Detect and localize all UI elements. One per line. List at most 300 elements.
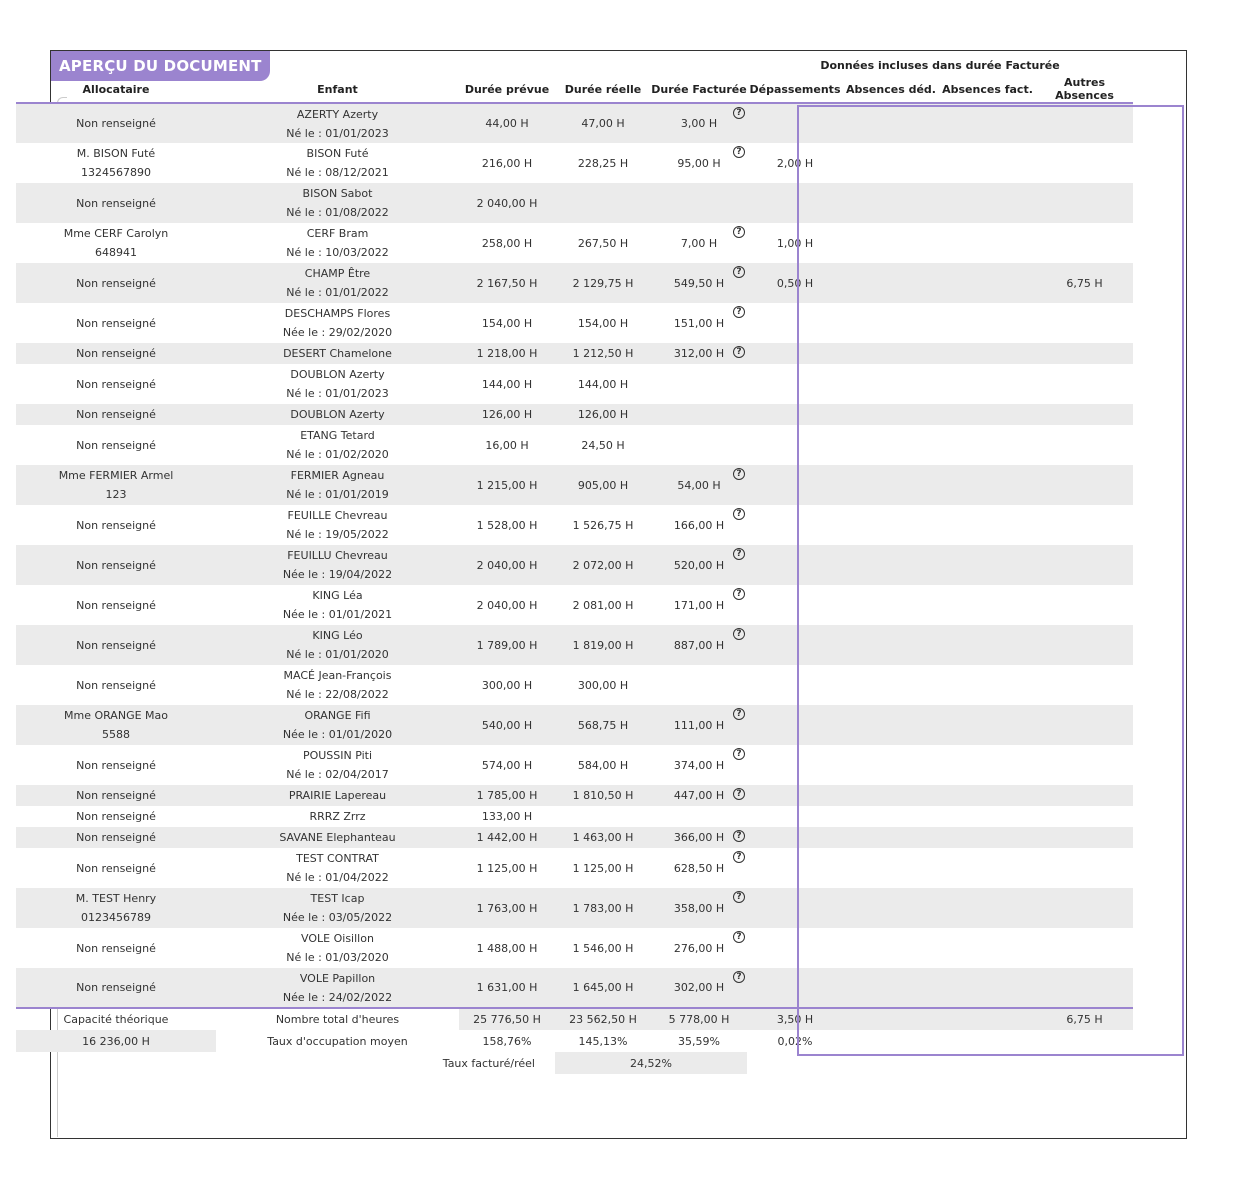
table-row	[16, 183, 1133, 223]
depassements-value: 0,50 H	[776, 276, 814, 290]
help-icon[interactable]: ?	[733, 146, 745, 158]
duree-facturee-value: 887,00 H	[673, 638, 725, 652]
duree-prevue-cell	[459, 103, 555, 143]
table-row	[16, 364, 1133, 404]
duree-prevue-cell	[459, 143, 555, 183]
enfant-birthdate: Né le : 01/01/2023	[286, 387, 389, 400]
enfant-name: DESCHAMPS Flores	[284, 307, 391, 320]
help-icon[interactable]: ?	[733, 107, 745, 119]
allocataire-cell	[16, 745, 216, 785]
enfant-cell	[216, 888, 459, 928]
duree-reelle-cell	[555, 425, 651, 465]
depassements-cell	[747, 745, 843, 785]
enfant-cell	[216, 968, 459, 1008]
absences-fact-cell	[939, 745, 1036, 785]
allocataire-name: Non renseigné	[76, 438, 156, 452]
depassements-cell	[747, 465, 843, 505]
duree-facturee-cell	[651, 665, 747, 705]
duree-facturee-cell	[651, 745, 747, 785]
help-icon[interactable]: ?	[733, 891, 745, 903]
table-row	[16, 625, 1133, 665]
enfant-name: POUSSIN Piti	[302, 749, 373, 762]
allocataire-name: Non renseigné	[76, 316, 156, 330]
duree-reelle-value: 47,00 H	[581, 117, 625, 130]
duree-reelle-cell	[555, 364, 651, 404]
autres-absences-cell	[1036, 625, 1133, 665]
duree-prevue-cell	[459, 745, 555, 785]
duree-reelle-cell	[555, 103, 651, 143]
table-row	[16, 545, 1133, 585]
duree-facturee-value: 358,00 H	[673, 901, 725, 915]
enfant-cell	[216, 625, 459, 665]
duree-prevue-cell	[459, 806, 555, 827]
duree-reelle-cell	[555, 465, 651, 505]
help-icon[interactable]: ?	[733, 588, 745, 600]
occupation-prevue: 158,76%	[482, 1034, 532, 1048]
duree-facturee-cell	[651, 143, 747, 183]
autres-absences-cell	[1036, 183, 1133, 223]
table-row	[16, 425, 1133, 465]
duree-facturee-value: 374,00 H	[673, 758, 725, 772]
duree-prevue-value: 258,00 H	[481, 236, 533, 250]
duree-facturee-value: 171,00 H	[673, 598, 725, 612]
enfant-birthdate: Né le : 01/01/2023	[286, 126, 389, 140]
duree-facturee-cell	[651, 806, 747, 827]
absences-fact-cell	[939, 665, 1036, 705]
enfant-cell	[216, 848, 459, 888]
duree-prevue-cell	[459, 785, 555, 806]
capacity-label: Capacité théorique	[16, 1008, 216, 1030]
duree-facturee-value: 302,00 H	[673, 981, 725, 994]
duree-prevue-value: 2 167,50 H	[476, 276, 538, 290]
autres-absences-cell	[1036, 705, 1133, 745]
total-reelle: 23 562,50 H	[555, 1008, 651, 1030]
enfant-birthdate: Née le : 29/02/2020	[282, 326, 393, 339]
enfant-cell	[216, 928, 459, 968]
duree-reelle-value: 2 129,75 H	[572, 276, 634, 290]
duree-reelle-cell	[555, 343, 651, 364]
duree-facturee-cell	[651, 103, 747, 143]
duree-reelle-value: 228,25 H	[577, 156, 629, 170]
help-icon[interactable]: ?	[733, 468, 745, 480]
enfant-name: SAVANE Elephanteau	[279, 831, 396, 844]
enfant-name: CHAMP Être	[304, 267, 371, 280]
allocataire-name: Non renseigné	[76, 196, 156, 210]
duree-reelle-cell	[555, 968, 651, 1008]
depassements-cell	[747, 143, 843, 183]
help-icon[interactable]: ?	[733, 628, 745, 640]
duree-prevue-value: 1 763,00 H	[476, 901, 538, 915]
autres-absences-cell	[1036, 143, 1133, 183]
enfant-name: BISON Futé	[306, 147, 369, 160]
help-icon[interactable]: ?	[733, 266, 745, 278]
absences-ded-cell	[843, 223, 939, 263]
absences-fact-cell	[939, 303, 1036, 343]
duree-reelle-cell	[555, 545, 651, 585]
absences-ded-cell	[843, 143, 939, 183]
duree-facturee-value: 549,50 H	[673, 276, 725, 290]
depassements-cell	[747, 968, 843, 1008]
help-icon[interactable]: ?	[733, 851, 745, 863]
enfant-cell	[216, 183, 459, 223]
duree-facturee-value: 312,00 H	[673, 347, 725, 360]
table-row	[16, 785, 1133, 806]
duree-facturee-value: 276,00 H	[673, 941, 725, 955]
autres-absences-cell	[1036, 364, 1133, 404]
table-row	[16, 263, 1133, 303]
enfant-birthdate: Né le : 02/04/2017	[286, 768, 389, 781]
enfant-birthdate: Né le : 01/01/2022	[286, 286, 389, 299]
enfant-cell	[216, 465, 459, 505]
duree-prevue-cell	[459, 263, 555, 303]
duree-prevue-value: 144,00 H	[481, 377, 533, 391]
duree-reelle-value: 126,00 H	[577, 408, 629, 421]
allocataire-cell	[16, 665, 216, 705]
duree-prevue-value: 1 528,00 H	[476, 518, 538, 532]
total-prevue: 25 776,50 H	[459, 1008, 555, 1030]
duree-reelle-cell	[555, 827, 651, 848]
enfant-name: ETANG Tetard	[300, 429, 375, 442]
enfant-cell	[216, 303, 459, 343]
ratio-value: 24,52%	[555, 1052, 747, 1074]
allocataire-name: Non renseigné	[76, 941, 156, 955]
help-icon[interactable]: ?	[733, 788, 745, 800]
duree-prevue-cell	[459, 303, 555, 343]
duree-prevue-value: 2 040,00 H	[476, 598, 538, 612]
absences-fact-cell	[939, 183, 1036, 223]
autres-absences-cell	[1036, 263, 1133, 303]
autres-absences-cell	[1036, 103, 1133, 143]
autres-absences-cell	[1036, 404, 1133, 425]
duree-reelle-cell	[555, 143, 651, 183]
depassements-cell	[747, 425, 843, 465]
enfant-cell	[216, 585, 459, 625]
duree-prevue-cell	[459, 968, 555, 1008]
occupation-reelle: 145,13%	[578, 1034, 628, 1048]
enfant-birthdate: Née le : 01/01/2021	[282, 608, 393, 621]
depassements-value: 1,00 H	[776, 236, 814, 250]
absences-fact-cell	[939, 806, 1036, 827]
duree-reelle-cell	[555, 183, 651, 223]
absences-fact-cell	[939, 263, 1036, 303]
duree-prevue-cell	[459, 223, 555, 263]
duree-prevue-cell	[459, 364, 555, 404]
absences-fact-cell	[939, 827, 1036, 848]
duree-prevue-cell	[459, 183, 555, 223]
col-header-absences-fact: Absences fact.	[939, 76, 1036, 103]
depassements-cell	[747, 585, 843, 625]
help-icon[interactable]: ?	[733, 346, 745, 358]
absences-ded-cell	[843, 505, 939, 545]
depassements-cell	[747, 827, 843, 848]
autres-absences-cell	[1036, 545, 1133, 585]
duree-prevue-value: 300,00 H	[481, 678, 533, 692]
depassements-cell	[747, 263, 843, 303]
total-absences-ded	[843, 1008, 939, 1030]
enfant-birthdate: Né le : 01/04/2022	[286, 871, 389, 884]
allocataire-number: 1324567890	[81, 166, 151, 179]
duree-prevue-value: 133,00 H	[481, 810, 533, 823]
absences-fact-cell	[939, 625, 1036, 665]
duree-prevue-cell	[459, 404, 555, 425]
allocataire-name: Non renseigné	[76, 408, 156, 421]
enfant-name: RRRZ Zrrz	[309, 810, 366, 823]
duree-prevue-value: 574,00 H	[481, 758, 533, 772]
absences-ded-cell	[843, 303, 939, 343]
enfant-cell	[216, 343, 459, 364]
help-icon[interactable]: ?	[733, 508, 745, 520]
duree-prevue-value: 126,00 H	[481, 408, 533, 421]
duree-facturee-cell	[651, 364, 747, 404]
duree-reelle-cell	[555, 745, 651, 785]
enfant-name: FERMIER Agneau	[290, 469, 385, 482]
duree-reelle-value: 1 645,00 H	[572, 981, 634, 994]
duree-reelle-value: 1 212,50 H	[572, 347, 634, 360]
duree-prevue-value: 2 040,00 H	[476, 196, 538, 210]
absences-fact-cell	[939, 343, 1036, 364]
duree-reelle-value: 154,00 H	[577, 316, 629, 330]
depassements-cell	[747, 103, 843, 143]
allocataire-cell	[16, 505, 216, 545]
duree-prevue-value: 2 040,00 H	[476, 558, 538, 572]
duree-prevue-cell	[459, 665, 555, 705]
col-header-absences-ded: Absences déd.	[843, 76, 939, 103]
allocataire-name: Non renseigné	[76, 810, 156, 823]
total-autres-absences: 6,75 H	[1036, 1008, 1133, 1030]
allocataire-name: M. TEST Henry	[75, 892, 157, 905]
autres-absences-value: 6,75 H	[1066, 276, 1103, 290]
absences-fact-cell	[939, 545, 1036, 585]
autres-absences-cell	[1036, 928, 1133, 968]
duree-reelle-cell	[555, 785, 651, 806]
allocataire-cell	[16, 806, 216, 827]
depassements-cell	[747, 848, 843, 888]
allocataire-cell	[16, 465, 216, 505]
allocataire-number: 123	[105, 488, 127, 501]
duree-reelle-value: 1 463,00 H	[572, 831, 634, 844]
enfant-cell	[216, 425, 459, 465]
table-row	[16, 585, 1133, 625]
depassements-cell	[747, 705, 843, 745]
allocataire-name: Non renseigné	[76, 981, 156, 994]
duree-facturee-cell	[651, 928, 747, 968]
duree-reelle-value: 2 081,00 H	[572, 598, 634, 612]
enfant-name: FEUILLE Chevreau	[287, 509, 388, 522]
duree-prevue-cell	[459, 585, 555, 625]
help-icon[interactable]: ?	[733, 548, 745, 560]
allocataire-cell	[16, 848, 216, 888]
absences-ded-cell	[843, 103, 939, 143]
allocataire-cell	[16, 425, 216, 465]
absences-ded-cell	[843, 404, 939, 425]
table-row	[16, 303, 1133, 343]
absences-ded-cell	[843, 968, 939, 1008]
duree-prevue-cell	[459, 545, 555, 585]
duree-prevue-cell	[459, 425, 555, 465]
enfant-cell	[216, 806, 459, 827]
absences-ded-cell	[843, 465, 939, 505]
allocataire-number: 5588	[102, 728, 130, 741]
allocataire-name: M. BISON Futé	[76, 147, 156, 160]
enfant-name: TEST CONTRAT	[296, 852, 379, 865]
duree-prevue-cell	[459, 827, 555, 848]
total-depassements: 3,50 H	[747, 1008, 843, 1030]
depassements-cell	[747, 404, 843, 425]
table-row	[16, 665, 1133, 705]
enfant-cell	[216, 103, 459, 143]
help-icon[interactable]: ?	[733, 830, 745, 842]
duree-reelle-value: 1 125,00 H	[572, 861, 634, 875]
allocataire-cell	[16, 545, 216, 585]
enfant-cell	[216, 827, 459, 848]
duree-reelle-cell	[555, 848, 651, 888]
enfant-name: DOUBLON Azerty	[290, 408, 385, 421]
enfant-cell	[216, 404, 459, 425]
depassements-cell	[747, 888, 843, 928]
duree-prevue-value: 1 125,00 H	[476, 861, 538, 875]
absences-ded-cell	[843, 928, 939, 968]
absences-fact-cell	[939, 585, 1036, 625]
allocataire-name: Non renseigné	[76, 276, 156, 290]
table-row	[16, 505, 1133, 545]
table-row	[16, 103, 1133, 143]
duree-reelle-value: 568,75 H	[577, 718, 629, 732]
help-icon[interactable]: ?	[733, 748, 745, 760]
allocataire-name: Mme CERF Carolyn	[63, 227, 169, 240]
footer-occupation-row	[16, 1030, 1133, 1052]
depassements-cell	[747, 364, 843, 404]
allocataire-name: Non renseigné	[76, 861, 156, 875]
absences-ded-cell	[843, 785, 939, 806]
duree-reelle-value: 1 526,75 H	[572, 518, 634, 532]
allocataire-name: Mme FERMIER Armel	[58, 469, 174, 482]
duree-reelle-cell	[555, 263, 651, 303]
duree-reelle-value: 905,00 H	[577, 478, 629, 492]
allocataire-cell	[16, 705, 216, 745]
enfant-cell	[216, 705, 459, 745]
duree-reelle-cell	[555, 223, 651, 263]
col-header-allocataire: Allocataire	[16, 76, 216, 103]
duree-reelle-cell	[555, 928, 651, 968]
autres-absences-cell	[1036, 223, 1133, 263]
duree-facturee-value: 7,00 H	[680, 236, 718, 250]
absences-ded-cell	[843, 745, 939, 785]
allocataire-cell	[16, 968, 216, 1008]
table-row	[16, 223, 1133, 263]
col-header-duree-prevue: Durée prévue	[459, 76, 555, 103]
capacity-value: 16 236,00 H	[16, 1030, 216, 1052]
table-body	[16, 103, 1133, 1008]
allocataire-cell	[16, 343, 216, 364]
enfant-cell	[216, 143, 459, 183]
duree-reelle-cell	[555, 303, 651, 343]
duree-prevue-value: 1 785,00 H	[476, 789, 538, 802]
duree-facturee-cell	[651, 785, 747, 806]
enfant-birthdate: Né le : 01/03/2020	[286, 951, 389, 964]
enfant-cell	[216, 263, 459, 303]
footer-total-row	[16, 1008, 1133, 1030]
duree-reelle-cell	[555, 404, 651, 425]
duree-facturee-value: 111,00 H	[673, 718, 725, 732]
help-icon[interactable]: ?	[733, 226, 745, 238]
autres-absences-cell	[1036, 806, 1133, 827]
duree-facturee-cell	[651, 625, 747, 665]
depassements-value: 2,00 H	[776, 156, 814, 170]
autres-absences-cell	[1036, 968, 1133, 1008]
duree-reelle-value: 300,00 H	[577, 678, 629, 692]
help-icon[interactable]: ?	[733, 931, 745, 943]
duree-reelle-cell	[555, 806, 651, 827]
allocataire-cell	[16, 364, 216, 404]
help-icon[interactable]: ?	[733, 708, 745, 720]
table-row	[16, 968, 1133, 1008]
enfant-birthdate: Née le : 03/05/2022	[282, 911, 393, 924]
enfant-name: CERF Bram	[306, 227, 369, 240]
depassements-cell	[747, 505, 843, 545]
enfant-name: DOUBLON Azerty	[290, 368, 385, 381]
total-hours-label: Nombre total d'heures	[216, 1008, 459, 1030]
absences-fact-cell	[939, 143, 1036, 183]
autres-absences-cell	[1036, 303, 1133, 343]
absences-ded-cell	[843, 343, 939, 364]
occupation-label: Taux d'occupation moyen	[267, 1034, 408, 1048]
duree-facturee-value: 54,00 H	[677, 478, 721, 492]
allocataire-cell	[16, 143, 216, 183]
duree-reelle-cell	[555, 705, 651, 745]
help-icon[interactable]: ?	[733, 306, 745, 318]
duree-reelle-cell	[555, 665, 651, 705]
enfant-name: AZERTY Azerty	[296, 107, 379, 121]
absences-fact-cell	[939, 404, 1036, 425]
duree-facturee-value: 628,50 H	[673, 861, 725, 875]
duree-reelle-value: 1 546,00 H	[572, 941, 634, 955]
enfant-birthdate: Né le : 01/02/2020	[286, 448, 389, 461]
duree-prevue-value: 1 488,00 H	[476, 941, 538, 955]
depassements-cell	[747, 928, 843, 968]
occupation-facturee: 35,59%	[678, 1034, 720, 1048]
enfant-name: KING Léa	[312, 589, 363, 602]
duree-facturee-cell	[651, 705, 747, 745]
duree-facturee-cell	[651, 223, 747, 263]
depassements-cell	[747, 806, 843, 827]
duree-prevue-value: 1 218,00 H	[476, 347, 538, 360]
allocataire-name: Non renseigné	[76, 558, 156, 572]
help-icon[interactable]: ?	[733, 971, 745, 983]
absences-ded-cell	[843, 364, 939, 404]
duree-prevue-cell	[459, 625, 555, 665]
absences-ded-cell	[843, 827, 939, 848]
absences-ded-cell	[843, 848, 939, 888]
allocataire-cell	[16, 303, 216, 343]
allocataire-name: Non renseigné	[76, 377, 156, 391]
duree-prevue-cell	[459, 343, 555, 364]
absences-fact-cell	[939, 364, 1036, 404]
duree-prevue-value: 1 215,00 H	[476, 478, 538, 492]
allocataire-cell	[16, 785, 216, 806]
duree-facturee-cell	[651, 968, 747, 1008]
duree-reelle-cell	[555, 888, 651, 928]
col-header-autres-absences: Autres Absences	[1036, 76, 1133, 103]
allocataire-number: 648941	[95, 246, 137, 259]
allocataire-cell	[16, 263, 216, 303]
duree-prevue-value: 1 789,00 H	[476, 638, 538, 652]
enfant-name: KING Léo	[312, 629, 363, 642]
allocataire-cell	[16, 928, 216, 968]
allocataire-name: Non renseigné	[76, 831, 156, 844]
autres-absences-cell	[1036, 745, 1133, 785]
enfant-birthdate: Née le : 19/04/2022	[282, 568, 393, 581]
allocataire-name: Non renseigné	[76, 789, 156, 802]
